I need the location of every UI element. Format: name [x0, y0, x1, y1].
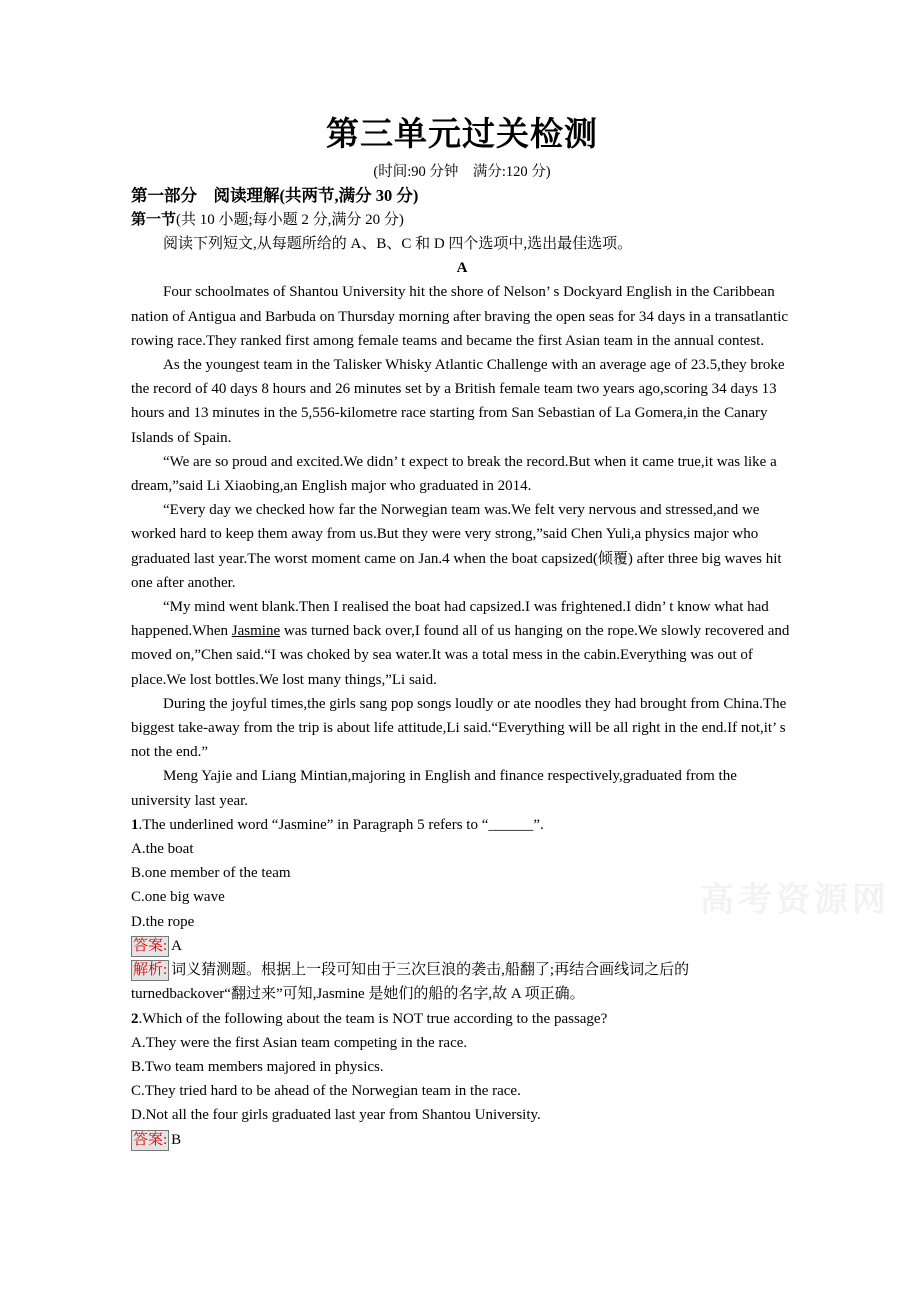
answer-label: 答案:	[131, 936, 169, 957]
question-number: 2	[131, 1010, 139, 1027]
analysis-label: 解析:	[131, 960, 169, 981]
option: A.They were the first Asian team competing in the race.	[131, 1034, 468, 1051]
document-content	[131, 112, 793, 1152]
analysis-row	[131, 958, 793, 1006]
part-heading: 第一部分 阅读理解(共两节,满分 30 分)	[131, 186, 419, 205]
question-2	[131, 1007, 793, 1031]
passage-label: A	[456, 260, 468, 277]
option: C.They tried hard to be ahead of the Norwegian team in the race.	[131, 1083, 521, 1100]
question-text: .The underlined word “Jasmine” in Paragraph 5 refers to “______”.	[138, 816, 544, 833]
option: C.one big wave	[131, 889, 225, 906]
answer-value: A	[171, 937, 183, 954]
question-1	[131, 813, 793, 837]
section-heading	[131, 208, 793, 232]
instruction: 阅读下列短文,从每题所给的 A、B、C 和 D 四个选项中,选出最佳选项。	[163, 236, 633, 252]
paragraph-5-text: “My mind went blank.Then I realised the boat had capsized.I was frightened.I didn’ t know what had happened.When	[131, 599, 769, 640]
answer-row	[131, 934, 793, 958]
option: B.one member of the team	[131, 865, 291, 882]
answer-row	[131, 1128, 793, 1152]
option: B.Two team members majored in physics.	[131, 1058, 384, 1075]
paragraph-5-text: was turned back over,I found all of us hanging on the rope.We slowly recovered and moved on,”Chen said.“I was choked by sea water.It was a total mess in the cabin.Everything was out of place.We lost bottles.We lost many things,”Li said.	[131, 623, 790, 688]
paragraph-5	[131, 595, 793, 692]
option: D.Not all the four girls graduated last year from Shantou University.	[131, 1107, 541, 1124]
paragraph-3: “We are so proud and excited.We didn’ t expect to break the record.But when it came true,it was like a dream,”said Li Xiaobing,an English major who graduated in 2014.	[131, 453, 777, 495]
answer-label: 答案:	[131, 1130, 169, 1151]
question-text: .Which of the following about the team is NOT true according to the passage?	[138, 1010, 608, 1027]
paragraph-4: “Every day we checked how far the Norwegian team was.We felt very nervous and stressed,and we worked hard to keep them away from us.But they were very strong,”said Chen Yuli,a physics major who graduated last year.The worst moment came on Jan.4 when the boat capsized(倾覆) after three big waves hit one after another.	[131, 502, 782, 591]
paragraph-1: Four schoolmates of Shantou University hit the shore of Nelson’ s Dockyard English in the Caribbean nation of Antigua and Barbuda on Thursday morning after braving the open seas for 34 days in a transatlantic rowing race.They ranked first among female teams and became the first Asian team in the annual contest.	[131, 284, 789, 349]
option: D.the rope	[131, 913, 195, 930]
question-number: 1	[131, 816, 139, 833]
paragraph-2: As the youngest team in the Talisker Whisky Atlantic Challenge with an average age of 23.5,they broke the record of 40 days 8 hours and 26 minutes set by a British female team two years ago,scoring 34 days 13 hours and 13 minutes in the 5,556-kilometre race starting from San Sebastian of La Gomera,in the Canary Islands of Spain.	[131, 357, 785, 446]
watermark: 高考资源网	[700, 882, 890, 919]
paragraph-7: Meng Yajie and Liang Mintian,majoring in English and finance respectively,graduated from the university last year.	[131, 768, 737, 809]
page-title: 第三单元过关检测	[326, 117, 598, 153]
exam-info: (时间:90 分钟 满分:120 分)	[373, 164, 551, 180]
analysis-text: 词义猜测题。根据上一段可知由于三次巨浪的袭击,船翻了;再结合画线词之后的turnedbackover“翻过来”可知,Jasmine 是她们的船的名字,故 A 项正确。	[131, 962, 690, 1003]
section-name: 第一节	[131, 212, 177, 228]
paragraph-6: During the joyful times,the girls sang pop songs loudly or ate noodles they had brought from China.The biggest take-away from the trip is about life attitude,Li said.“Everything will be all right in the end.If not,it’ s not the end.”	[131, 695, 787, 761]
underlined-word: Jasmine	[231, 623, 281, 640]
section-desc: (共 10 小题;每小题 2 分,满分 20 分)	[176, 212, 404, 228]
answer-value: B	[171, 1131, 182, 1148]
option: A.the boat	[131, 841, 194, 858]
